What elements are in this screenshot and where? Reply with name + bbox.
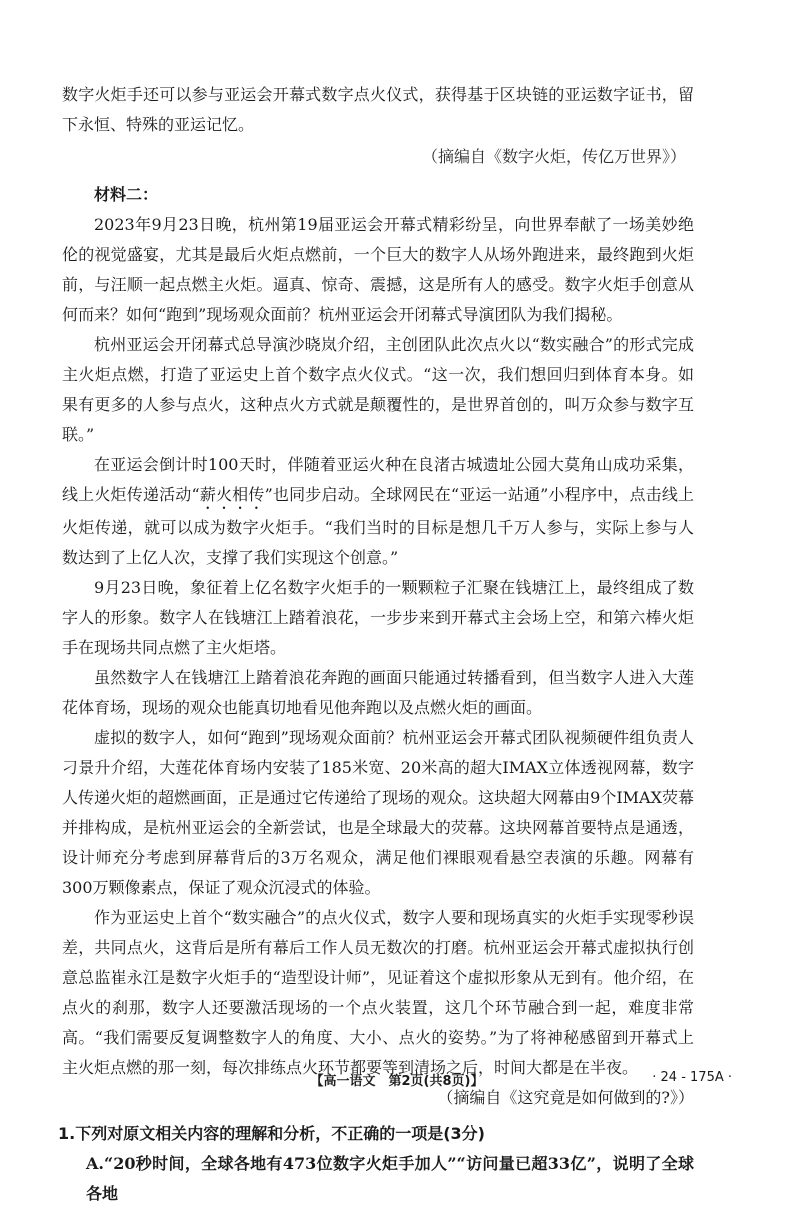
- material2-heading: 材料二：: [94, 185, 159, 204]
- question-1-stem: 1.下列对原文相关内容的理解和分析，不正确的一项是(3分): [58, 1124, 485, 1143]
- material2-paragraph-2: 杭州亚运会开闭幕式总导演沙晓岚介绍，主创团队此次点火以“数实融合”的形式完成主火炬点燃，打造了亚运史上首个数字点火仪式。“这一次，我们想回归到体育本身。如果有更多的人参与点火，这种点火方式就是颠覆性的，是世界首创的，叫万众参与数字互联。”: [62, 335, 694, 444]
- material2-paragraph-7: 作为亚运史上首个“数实融合”的点火仪式，数字人要和现场真实的火炬手实现零秒误差，共同点火，这背后是所有幕后工作人员无数次的打磨。杭州亚运会开幕式虚拟执行创意总监崔永江是数字火炬手的“造型设计师”，见证着这个虚拟形象从无到有。他介绍，在点火的刹那，数字人还要激活现场的一个点火装置，这几个环节融合到一起，难度非常高。“我们需要反复调整数字人的角度、大小、点火的姿势。”为了将神秘感留到开幕式上主火炬点燃的那一刻，每次排练点火环节都要等到清场之后，时间大都是在半夜。: [62, 908, 694, 1077]
- p3-text-b: ”也同步启动。全球网民在“亚运一站通”小程序中，点击线上火炬传递，就可以成为数字火炬手。“我们当时的目标是想几千万人参与，实际上参与人数达到了上亿人次，支撑了我们实现这个创意。”: [62, 485, 694, 567]
- question-1-option-a: A.“20秒时间，全球各地有473位数字火炬手加人”“访问量已超33亿”，说明了全球各地: [86, 1154, 694, 1203]
- material2-paragraph-6: 虚拟的数字人，如何“跑到”现场观众面前？杭州亚运会开幕式团队视频硬件组负责人刁景升介绍，大莲花体育场内安装了185米宽、20米高的超大IMAX立体透视网幕，数字人传递火炬的超燃画面，正是通过它传递给了现场的观众。这块超大网幕由9个IMAX荧幕并排构成，是杭州亚运会的全新尝试，也是全球最大的荧幕。这块网幕首要特点是通透，设计师充分考虑到屏幕背后的3万名观众，满足他们裸眼观看悬空表演的乐趣。网幕有300万颗像素点，保证了观众沉浸式的体验。: [62, 728, 694, 897]
- material2-paragraph-1: 2023年9月23日晚，杭州第19届亚运会开幕式精彩纷呈，向世界奉献了一场美妙绝伦的视觉盛宴，尤其是最后火炬点燃前，一个巨大的数字人从场外跑进来，最终跑到火炬前，与汪顺一起点燃主火炬。逼真、惊奇、震撼，这是所有人的感受。数字火炬手创意从何而来？如何“跑到”现场观众面前？杭州亚运会开闭幕式导演团队为我们揭秘。: [62, 215, 694, 324]
- material2-paragraph-4: 9月23日晚，象征着上亿名数字火炬手的一颗颗粒子汇聚在钱塘江上，最终组成了数字人的形象。数字人在钱塘江上踏着浪花，一步步来到开幕式主会场上空，和第六棒火炬手在现场共同点燃了主火炬塔。: [62, 578, 694, 657]
- material2-paragraph-5: 虽然数字人在钱塘江上踏着浪花奔跑的画面只能通过转播看到，但当数字人进入大莲花体育场，现场的观众也能真切地看见他奔跑以及点燃火炬的画面。: [62, 668, 694, 717]
- p3-emphasis-dots: 薪火相传: [199, 485, 265, 504]
- footer-page-label: 【高一语文 第2页(共8页)】: [310, 1074, 484, 1089]
- footer-code: · 24 - 175A ·: [652, 1070, 732, 1085]
- p3-text-a: 在亚运会倒计时100天时，伴随着亚运火种在良渚古城遗址公园大莫角山成功采集，线上火炬传递活动“: [62, 455, 694, 504]
- material2-source: （摘编自《这究竟是如何做到的?》）: [437, 1088, 694, 1107]
- material1-source: （摘编自《数字火炬，传亿万世界》）: [421, 147, 686, 166]
- page-body: [58, 80, 694, 1209]
- page-footer: [0, 1070, 794, 1094]
- material1-continuation: 数字火炬手还可以参与亚运会开幕式数字点火仪式，获得基于区块链的亚运数字证书，留下永恒、特殊的亚运记忆。: [62, 85, 694, 134]
- material2-paragraph-3: [62, 450, 694, 573]
